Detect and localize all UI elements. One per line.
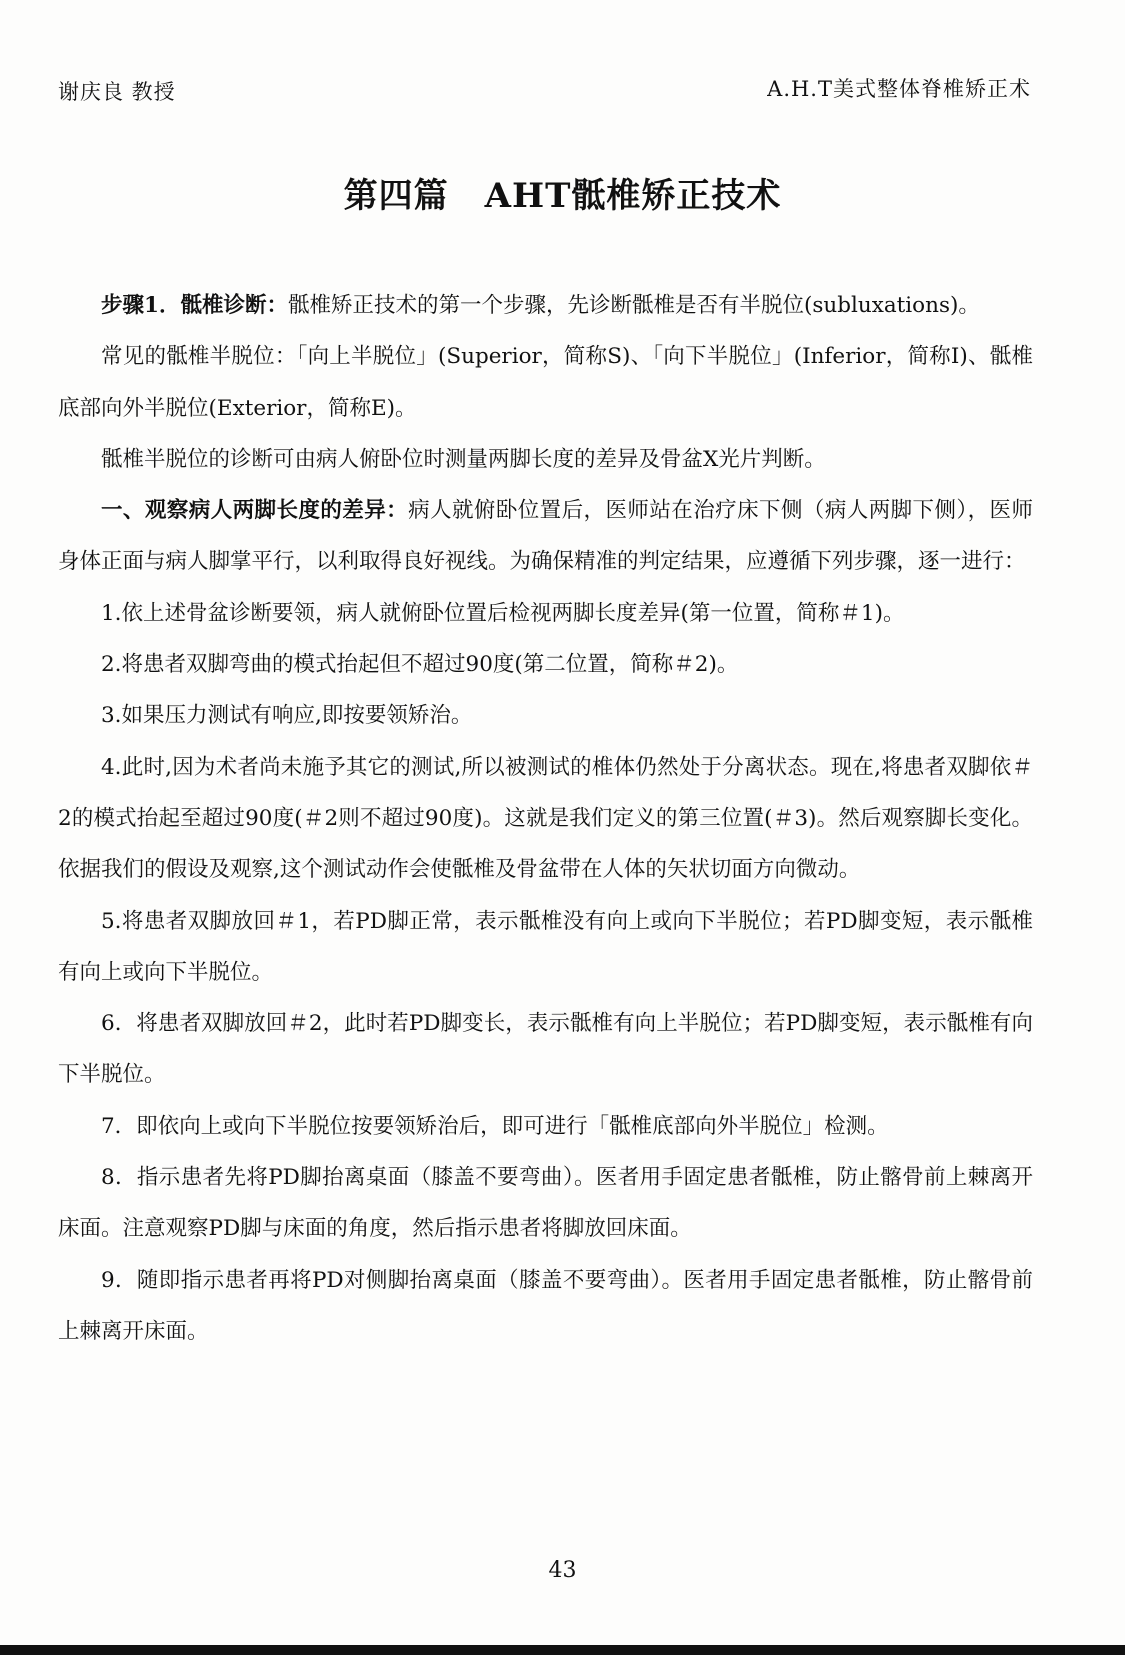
body-text [58,280,1033,1357]
paragraph [58,1152,1033,1255]
chapter-part: 第四篇 [343,176,449,216]
paragraph [58,690,1033,741]
running-header-book-title: A.H.T美式整体脊椎矫正术 [767,77,1031,101]
paragraph-text: 4.此时,因为术者尚未施予其它的测试,所以被测试的椎体仍然处于分离状态。现在,将患者双脚依＃2的模式抬起至超过90度(＃2则不超过90度)。这就是我们定义的第三位置(＃3)。然后观察脚长变化。依据我们的假设及观察,这个测试动作会使骶椎及骨盆带在人体的矢状切面方向微动。 [58,754,1033,883]
paragraph [58,1255,1033,1358]
paragraph [58,639,1033,690]
paragraph-text: 3.如果压力测试有响应,即按要领矫治。 [101,703,473,729]
paragraph-text: 6．将患者双脚放回＃2，此时若PD脚变长，表示骶椎有向上半脱位；若PD脚变短，表示骶椎有向下半脱位。 [58,1011,1033,1088]
paragraph-text: 2.将患者双脚弯曲的模式抬起但不超过90度(第二位置，简称＃2)。 [101,652,739,678]
paragraph-lead: 一、观察病人两脚长度的差异： [101,498,409,524]
paragraph-text: 骶椎矫正技术的第一个步骤，先诊断骶椎是否有半脱位(subluxations)。 [287,293,980,318]
page-number: 43 [548,1558,577,1583]
chapter-name: AHT骶椎矫正技术 [484,176,782,216]
paragraph [58,280,1033,331]
paragraph [58,485,1033,588]
paragraph-text: 病人就俯卧位置后，医师站在治疗床下侧（病人两脚下侧），医师身体正面与病人脚掌平行，以利取得良好视线。为确保精准的判定结果，应遵循下列步骤，逐一进行： [58,498,1033,575]
paragraph-text: 1.依上述骨盆诊断要领，病人就俯卧位置后检视两脚长度差异(第一位置，简称＃1)。 [101,600,905,626]
paragraph-text: 8．指示患者先将PD脚抬离桌面（膝盖不要弯曲）。医者用手固定患者骶椎，防止髂骨前上棘离开床面。注意观察PD脚与床面的角度，然后指示患者将脚放回床面。 [58,1165,1033,1242]
paragraph [58,331,1033,434]
scan-edge-bar [0,1645,1125,1655]
paragraph-text: 5.将患者双脚放回＃1，若PD脚正常，表示骶椎没有向上或向下半脱位；若PD脚变短，表示骶椎有向上或向下半脱位。 [58,908,1033,985]
paragraph-text: 常见的骶椎半脱位：「向上半脱位」(Superior，简称S)、「向下半脱位」(Inferior，简称I)、骶椎底部向外半脱位(Exterior，简称E)。 [58,344,1033,421]
paragraph [58,588,1033,639]
paragraph [58,998,1033,1101]
paragraph-text: 骶椎半脱位的诊断可由病人俯卧位时测量两脚长度的差异及骨盆X光片判断。 [101,446,826,472]
paragraph-lead: 步骤1．骶椎诊断： [101,293,288,318]
paragraph [58,742,1033,896]
paragraph [58,1101,1033,1152]
paragraph-text: 7．即依向上或向下半脱位按要领矫治后，即可进行「骶椎底部向外半脱位」检测。 [101,1113,889,1139]
running-header-author: 谢庆良 教授 [58,80,176,104]
paragraph-text: 9．随即指示患者再将PD对侧脚抬离桌面（膝盖不要弯曲）。医者用手固定患者骶椎，防止髂骨前上棘离开床面。 [58,1267,1033,1344]
chapter-title [0,168,1125,217]
paragraph [58,434,1033,485]
paragraph [58,896,1033,999]
